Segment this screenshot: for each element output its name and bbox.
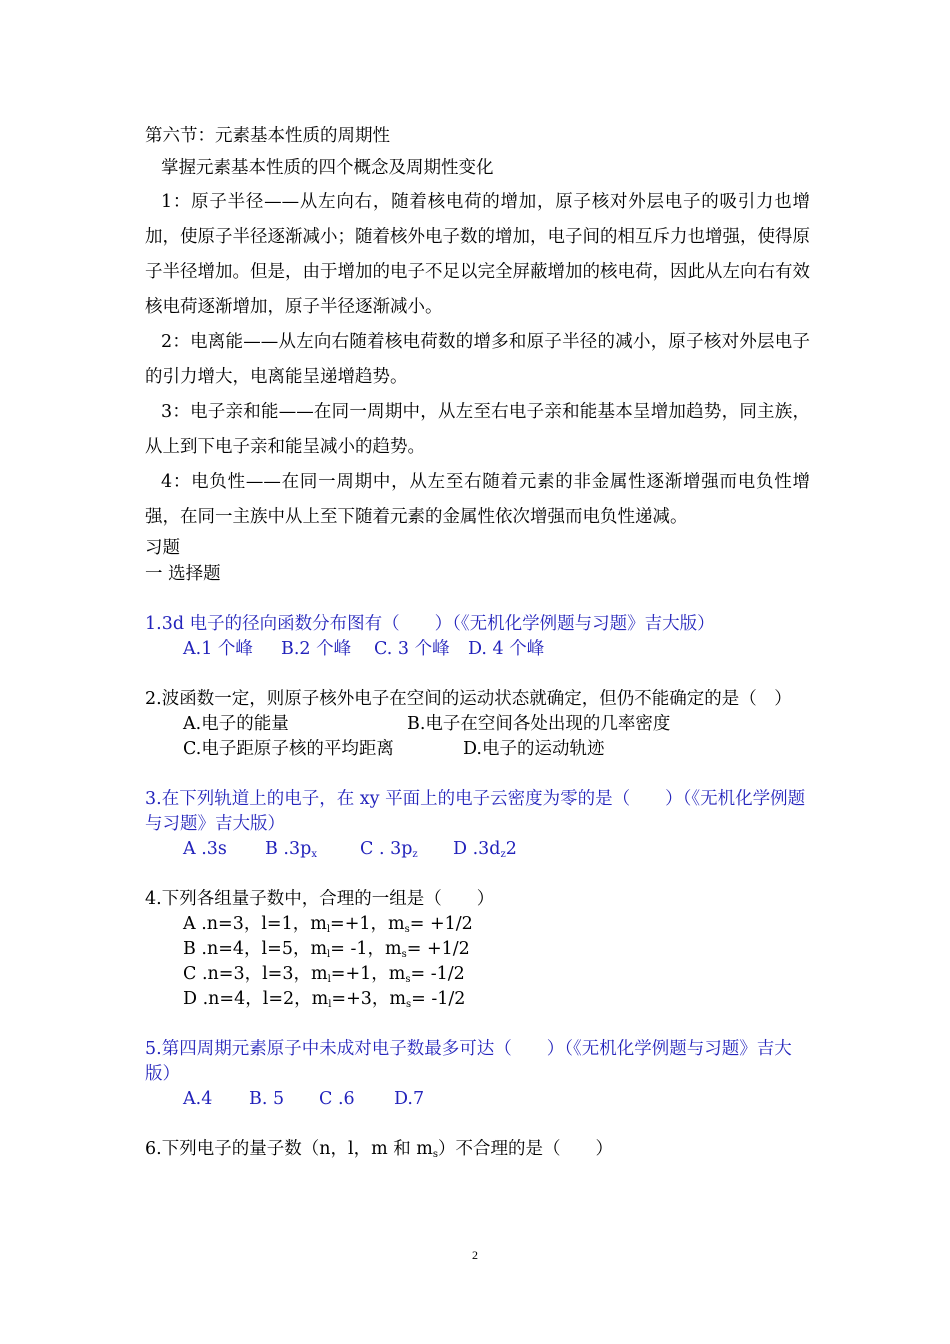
question-1 — [145, 612, 810, 662]
question-6 — [145, 1137, 810, 1162]
section-title: 第六节：元素基本性质的周期性 — [145, 126, 390, 146]
question-3-text: 3.在下列轨道上的电子，在 xy 平面上的电子云密度为零的是（ ）（《无机化学例题与习题》吉大版） — [145, 789, 806, 834]
point-electron-affinity: 3：电子亲和能——在同一周期中，从左至右电子亲和能基本呈增加趋势，同主族，从上到下电子亲和能呈减小的趋势。 — [145, 402, 810, 457]
question-4-option-d: D .n=4，l=2，$m_l=+3$，$m_s= -1/2$ — [183, 989, 466, 1010]
question-5-option-c: C .6 — [319, 1089, 355, 1109]
question-4-text: 4.下列各组量子数中，合理的一组是（ ） — [145, 889, 495, 909]
question-3-option-c: C . $3p_z$ — [360, 839, 418, 860]
question-3-option-d: D $.3d_z2$ — [453, 839, 517, 860]
point-atomic-radius: 1：原子半径——从左向右，随着核电荷的增加，原子核对外层电子的吸引力也增加，使原子半径逐渐减小；随着核外电子数的增加，电子间的相互斥力也增强，使得原子半径增加。但是，由于增加的电子不足以完全屏蔽增加的核电荷，因此从左向右有效核电荷逐渐增加，原子半径逐渐减小。 — [145, 192, 810, 317]
point-ionization-energy: 2：电离能——从左向右随着核电荷数的增多和原子半径的减小，原子核对外层电子的引力增大，电离能呈递增趋势。 — [145, 332, 810, 387]
question-4-option-b: B .n=4，l=5，$m_l= -1$，$m_s= +1/2$ — [183, 939, 470, 960]
question-3-options — [145, 837, 810, 862]
question-6-text: 6.下列电子的量子数（n，l，m 和 $m_s$）不合理的是（ ） — [145, 1139, 614, 1160]
question-1-text: 1.3d 电子的径向函数分布图有（ ）（《无机化学例题与习题》吉大版） — [145, 614, 715, 634]
question-2-option-c: C.电子距原子核的平均距离 — [183, 739, 394, 759]
question-5-text: 5.第四周期元素原子中未成对电子数最多可达（ ）（《无机化学例题与习题》吉大版） — [145, 1039, 792, 1084]
question-1-options — [145, 637, 810, 662]
question-3 — [145, 787, 810, 862]
question-2-option-a: A.电子的能量 — [183, 714, 289, 734]
question-5-option-a: A.4 — [183, 1089, 213, 1109]
question-5-option-d: D.7 — [394, 1089, 425, 1109]
question-2-option-d: D.电子的运动轨迹 — [463, 739, 605, 759]
question-2 — [145, 687, 810, 762]
section-intro: 掌握元素基本性质的四个概念及周期性变化 — [161, 158, 494, 178]
question-2-options — [145, 712, 810, 762]
question-2-text: 2.波函数一定，则原子核外电子在空间的运动状态就确定，但仍不能确定的是（ ） — [145, 689, 792, 709]
question-4-options — [145, 912, 810, 1012]
question-1-option-d: D. 4 个峰 — [468, 639, 545, 659]
question-1-option-b: B.2 个峰 — [281, 639, 352, 659]
exercises-heading: 习题 — [145, 538, 180, 558]
question-2-option-b: B.电子在空间各处出现的几率密度 — [407, 714, 671, 734]
question-5-option-b: B. 5 — [249, 1089, 285, 1109]
question-1-option-c: C. 3 个峰 — [374, 639, 450, 659]
question-1-option-a: A.1 个峰 — [183, 639, 253, 659]
point-electronegativity: 4：电负性——在同一周期中，从左至右随着元素的非金属性逐渐增强而电负性增强，在同一主族中从上至下随着元素的金属性依次增强而电负性递减。 — [145, 472, 810, 527]
question-3-option-a: A .3s — [183, 839, 227, 859]
question-5-options — [145, 1087, 810, 1112]
question-4-option-a: A .n=3，l=1，$m_l=+1$，$m_s= +1/2$ — [183, 914, 473, 935]
question-4 — [145, 887, 810, 1012]
question-5 — [145, 1037, 810, 1112]
question-3-option-b: B $.3p_x$ — [265, 839, 317, 860]
document-body — [145, 122, 810, 1162]
question-4-option-c: C .n=3，l=3，$m_l=+1$，$m_s= -1/2$ — [183, 964, 465, 985]
exercises-subheading: 一 选择题 — [145, 564, 221, 584]
page-number: 2 — [472, 1248, 478, 1262]
